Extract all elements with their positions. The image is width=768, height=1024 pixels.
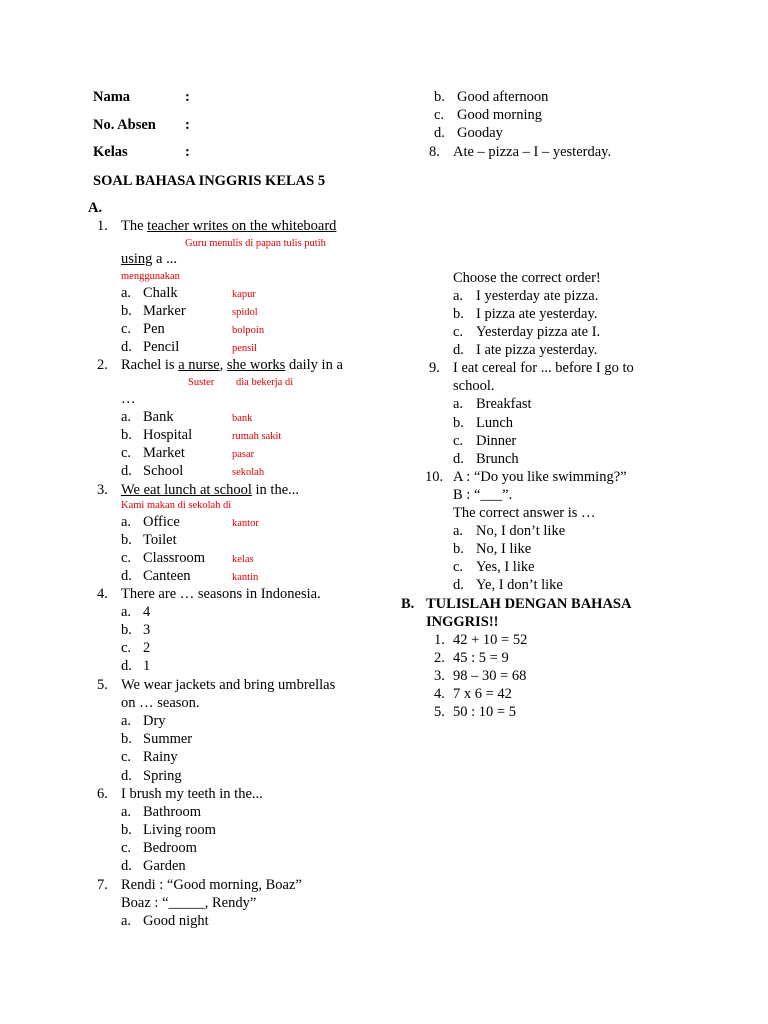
option-label: a. xyxy=(121,913,132,929)
question-text: I brush my teeth in the... xyxy=(121,786,263,802)
option-label: d. xyxy=(121,658,132,674)
section-b-label: B. xyxy=(401,596,415,612)
option-label: c. xyxy=(453,433,464,449)
option-text: Canteen xyxy=(143,568,191,584)
option-text: Summer xyxy=(143,731,193,747)
option-label: a. xyxy=(121,514,132,530)
question-text: Ate – pizza – I – yesterday. xyxy=(453,144,612,160)
item-number: 5. xyxy=(434,704,445,720)
option-text: Good morning xyxy=(457,107,542,123)
option-text: Ye, I don’t like xyxy=(476,577,563,593)
option-text: 1 xyxy=(143,658,151,674)
option-label: b. xyxy=(121,532,132,548)
question-text: Choose the correct order! xyxy=(453,270,601,286)
option-text: Yes, I like xyxy=(476,559,535,575)
question-text: A : “Do you like swimming?” xyxy=(453,469,627,485)
option-text: Marker xyxy=(143,303,186,319)
option-label: a. xyxy=(453,396,464,412)
option-label: b. xyxy=(121,822,132,838)
translation-note: Kami makan di sekolah di xyxy=(121,500,232,511)
equation-text: 45 : 5 = 9 xyxy=(453,650,509,666)
question-number: 10. xyxy=(425,469,444,485)
option-text: Yesterday pizza ate I. xyxy=(476,324,601,340)
option-text: Living room xyxy=(143,822,216,838)
option-label: b. xyxy=(453,306,464,322)
option-text: Bathroom xyxy=(143,804,201,820)
equation-text: 42 + 10 = 52 xyxy=(453,632,528,648)
option-label: c. xyxy=(453,559,464,575)
option-text: No, I like xyxy=(476,541,532,557)
question-text: The correct answer is … xyxy=(453,505,596,521)
option-label: d. xyxy=(434,125,445,141)
translation-note: kantor xyxy=(232,518,259,529)
option-text: School xyxy=(143,463,184,479)
translation-note: dia bekerja di xyxy=(236,377,294,388)
question-number: 2. xyxy=(97,357,108,373)
translation-note: menggunakan xyxy=(121,271,180,282)
equation-text: 7 x 6 = 42 xyxy=(453,686,512,702)
option-text: Brunch xyxy=(476,451,519,467)
option-label: b. xyxy=(453,541,464,557)
option-label: a. xyxy=(453,523,464,539)
kelas-colon: : xyxy=(185,144,190,160)
option-text: Breakfast xyxy=(476,396,532,412)
translation-note: pasar xyxy=(232,449,255,460)
option-label: a. xyxy=(121,713,132,729)
equation-text: 98 – 30 = 68 xyxy=(453,668,527,684)
section-b-title: INGGRIS!! xyxy=(426,614,499,630)
question-text: school. xyxy=(453,378,495,394)
option-text: I pizza ate yesterday. xyxy=(476,306,598,322)
option-label: c. xyxy=(121,321,132,337)
option-label: a. xyxy=(121,804,132,820)
question-text: I eat cereal for ... before I go to xyxy=(453,360,634,376)
question-number: 7. xyxy=(97,877,108,893)
option-label: b. xyxy=(121,303,132,319)
option-text: Pencil xyxy=(143,339,180,355)
question-text: The teacher writes on the whiteboard xyxy=(121,218,337,234)
item-number: 3. xyxy=(434,668,445,684)
option-label: d. xyxy=(121,568,132,584)
option-text: Good night xyxy=(143,913,209,929)
translation-note: Guru menulis di papan tulis putih xyxy=(185,238,326,249)
option-text: Lunch xyxy=(476,415,514,431)
option-label: d. xyxy=(121,768,132,784)
option-label: a. xyxy=(453,288,464,304)
option-text: 2 xyxy=(143,640,151,656)
option-text: Office xyxy=(143,514,180,530)
question-number: 6. xyxy=(97,786,108,802)
option-label: a. xyxy=(121,604,132,620)
nama-colon: : xyxy=(185,89,190,105)
option-text: Rainy xyxy=(143,749,178,765)
question-number: 8. xyxy=(429,144,440,160)
option-text: 3 xyxy=(143,622,151,638)
no-absen-colon: : xyxy=(185,117,190,133)
translation-note: kapur xyxy=(232,289,256,300)
option-text: Dinner xyxy=(476,433,517,449)
question-text: on … season. xyxy=(121,695,200,711)
question-text: B : “___”. xyxy=(453,487,513,503)
question-text: We eat lunch at school in the... xyxy=(121,482,300,498)
option-text: No, I don’t like xyxy=(476,523,566,539)
option-text: Spring xyxy=(143,768,182,784)
item-number: 4. xyxy=(434,686,445,702)
option-text: I ate pizza yesterday. xyxy=(476,342,598,358)
option-text: I yesterday ate pizza. xyxy=(476,288,599,304)
item-number: 1. xyxy=(434,632,445,648)
question-text: Rachel is a nurse, she works daily in a xyxy=(121,357,343,373)
option-label: c. xyxy=(453,324,464,340)
question-number: 4. xyxy=(97,586,108,602)
option-text: Market xyxy=(143,445,185,461)
option-label: d. xyxy=(453,451,464,467)
translation-note: bank xyxy=(232,413,253,424)
no-absen-label: No. Absen xyxy=(93,117,156,133)
kelas-label: Kelas xyxy=(93,144,128,160)
question-text: There are … seasons in Indonesia. xyxy=(121,586,321,602)
question-text: Rendi : “Good morning, Boaz” xyxy=(121,877,302,893)
translation-note: bolpoin xyxy=(232,325,265,336)
option-label: b. xyxy=(453,415,464,431)
option-label: b. xyxy=(434,89,445,105)
translation-note: rumah sakit xyxy=(232,431,282,442)
option-label: c. xyxy=(121,445,132,461)
question-number: 5. xyxy=(97,677,108,693)
option-label: b. xyxy=(121,731,132,747)
option-label: d. xyxy=(121,463,132,479)
option-label: b. xyxy=(121,622,132,638)
option-label: c. xyxy=(121,840,132,856)
option-label: c. xyxy=(434,107,445,123)
option-label: d. xyxy=(453,342,464,358)
option-label: b. xyxy=(121,427,132,443)
option-text: Toilet xyxy=(143,532,177,548)
translation-note: sekolah xyxy=(232,467,265,478)
option-label: a. xyxy=(121,409,132,425)
question-text: Boaz : “_____, Rendy” xyxy=(121,895,257,911)
option-text: Good afternoon xyxy=(457,89,549,105)
nama-label: Nama xyxy=(93,89,131,105)
option-label: d. xyxy=(453,577,464,593)
option-text: Hospital xyxy=(143,427,193,443)
translation-note: kelas xyxy=(232,554,254,565)
option-text: 4 xyxy=(143,604,151,620)
translation-note: Suster xyxy=(188,377,215,388)
question-text: using a ... xyxy=(121,251,177,267)
option-text: Classroom xyxy=(143,550,206,566)
question-text: … xyxy=(121,391,136,407)
option-text: Chalk xyxy=(143,285,178,301)
option-text: Gooday xyxy=(457,125,503,141)
question-text: We wear jackets and bring umbrellas xyxy=(121,677,336,693)
option-text: Pen xyxy=(143,321,165,337)
translation-note: pensil xyxy=(232,343,258,354)
option-text: Garden xyxy=(143,858,186,874)
page-title: SOAL BAHASA INGGRIS KELAS 5 xyxy=(93,173,326,189)
option-label: c. xyxy=(121,550,132,566)
option-label: d. xyxy=(121,858,132,874)
option-label: a. xyxy=(121,285,132,301)
section-a-label: A. xyxy=(88,200,103,216)
question-number: 9. xyxy=(429,360,440,376)
section-b-title: TULISLAH DENGAN BAHASA xyxy=(426,596,632,612)
option-text: Dry xyxy=(143,713,166,729)
option-text: Bank xyxy=(143,409,174,425)
question-number: 3. xyxy=(97,482,108,498)
option-label: c. xyxy=(121,640,132,656)
option-label: c. xyxy=(121,749,132,765)
equation-text: 50 : 10 = 5 xyxy=(453,704,516,720)
option-label: d. xyxy=(121,339,132,355)
option-text: Bedroom xyxy=(143,840,197,856)
question-number: 1. xyxy=(97,218,108,234)
translation-note: spidol xyxy=(232,307,258,318)
translation-note: kantin xyxy=(232,572,259,583)
item-number: 2. xyxy=(434,650,445,666)
